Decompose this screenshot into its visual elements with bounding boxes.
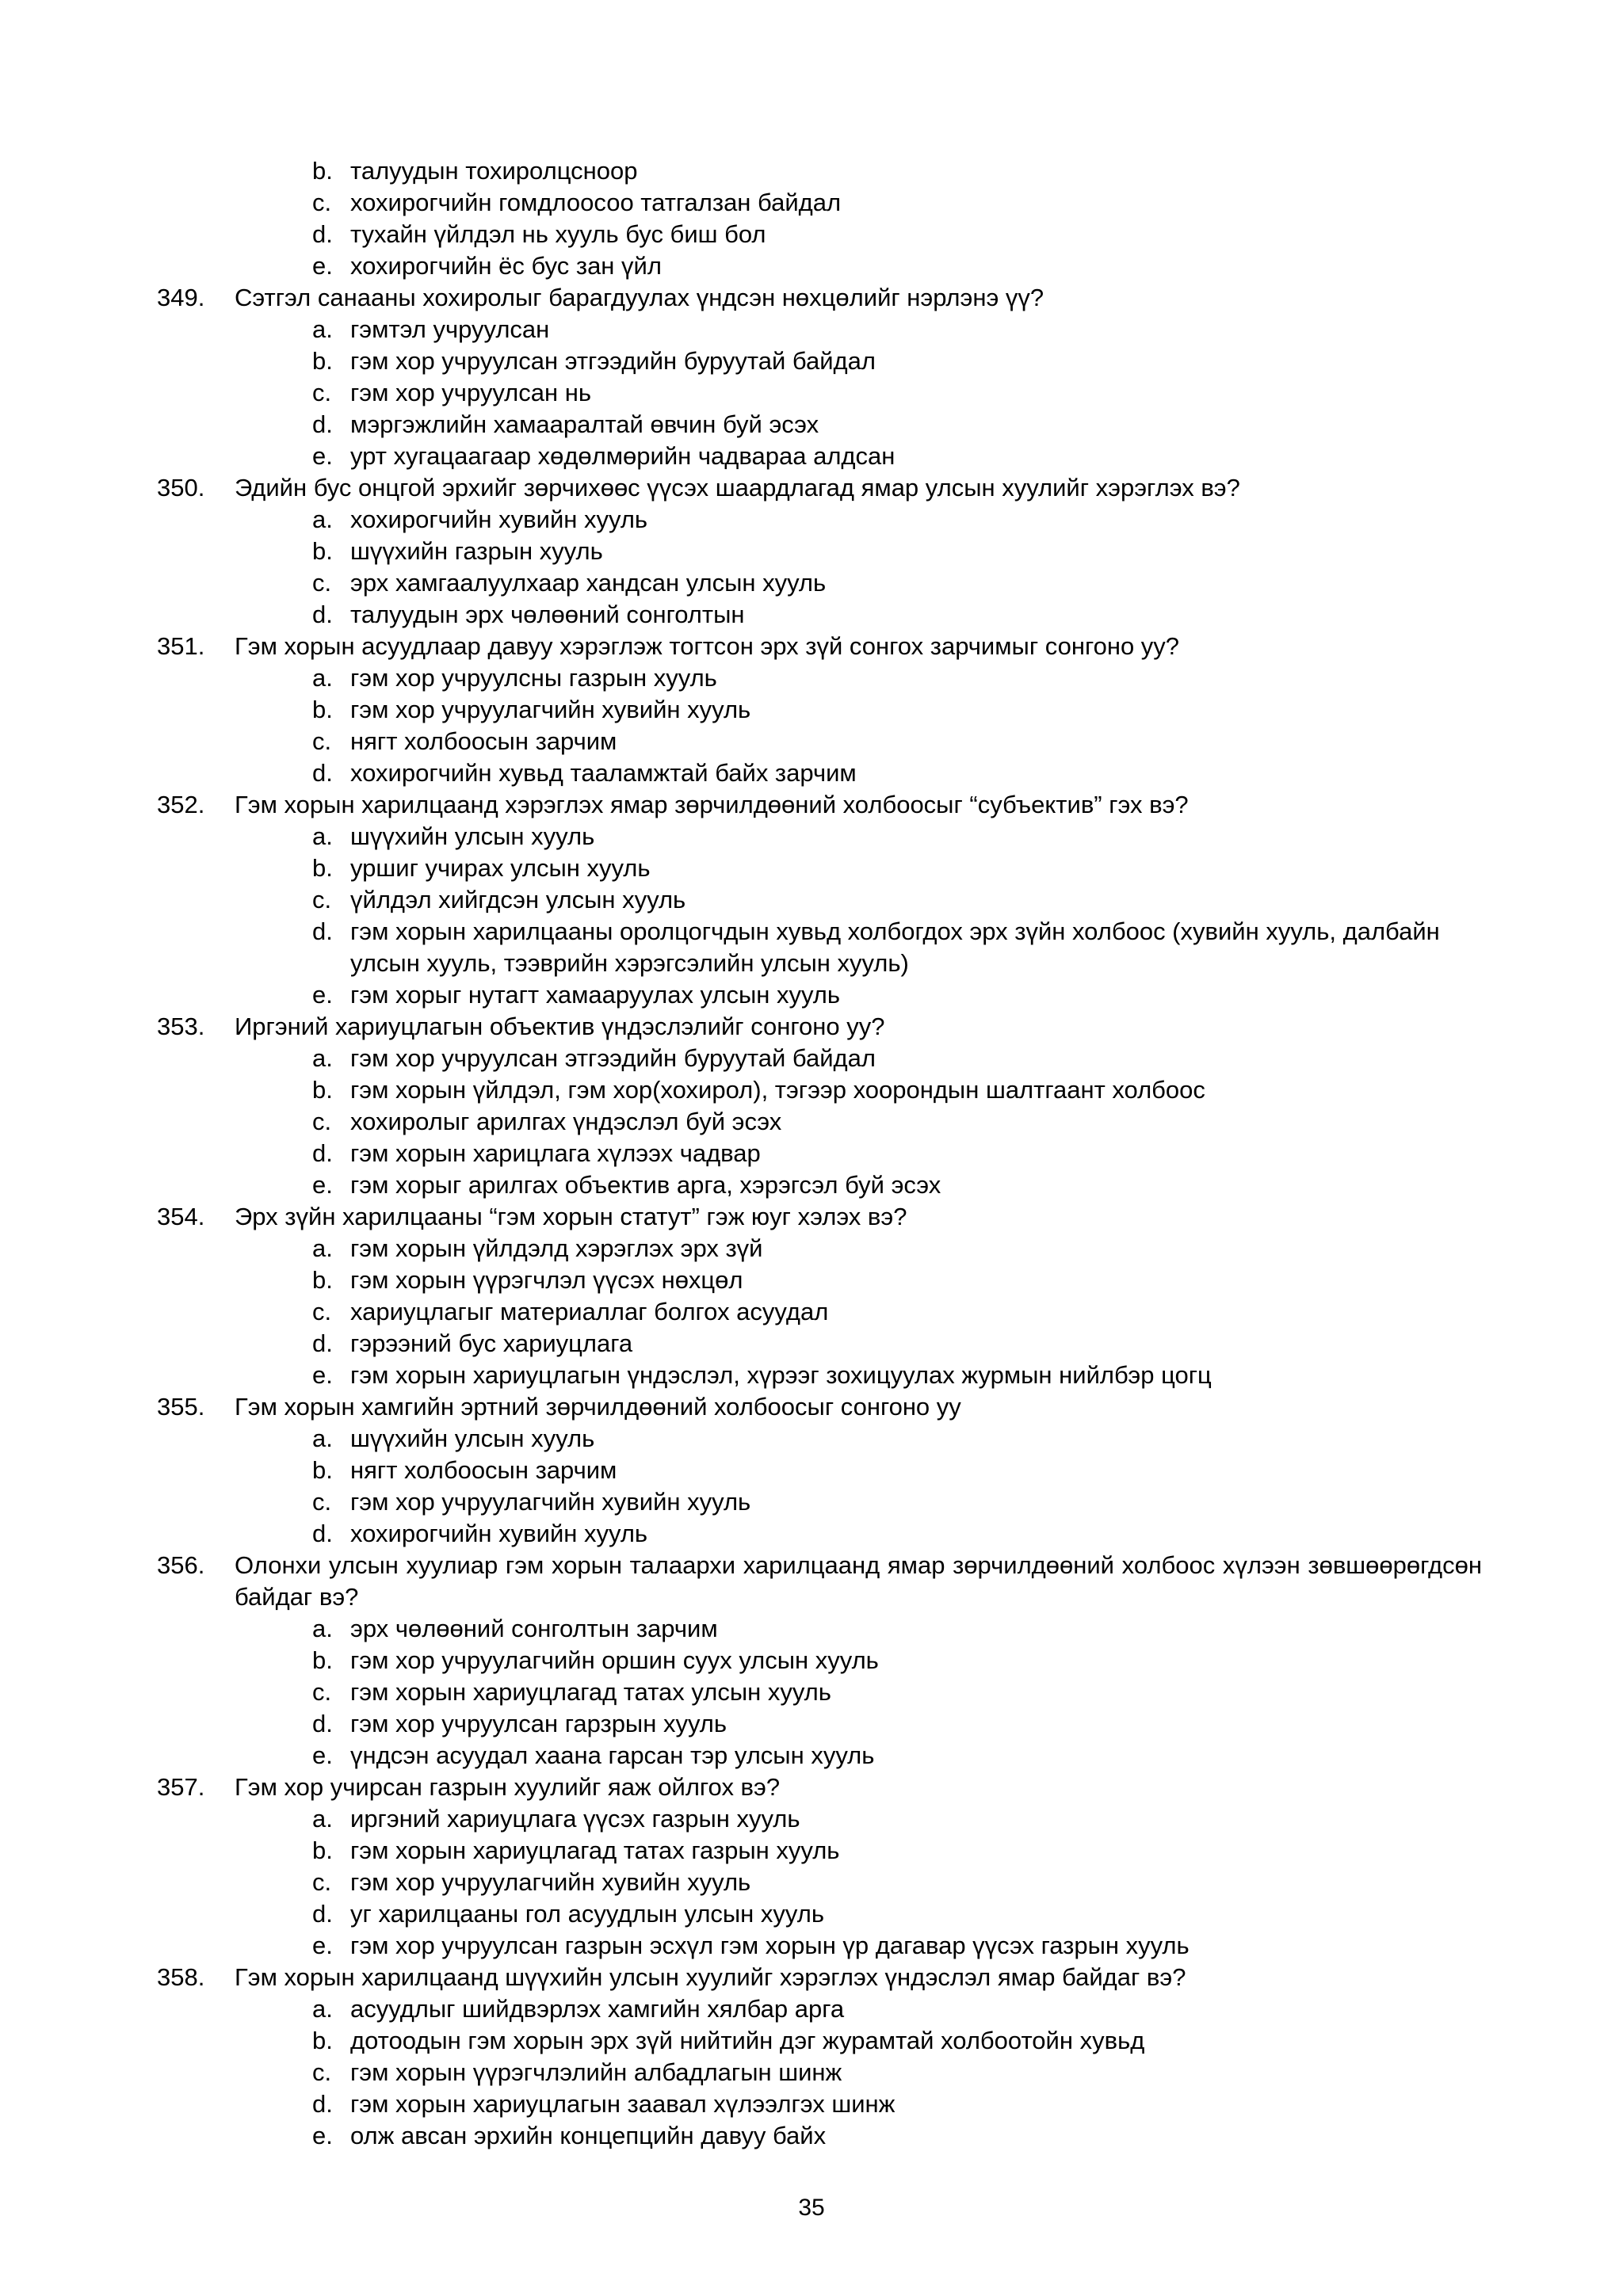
answer-option <box>157 2120 1482 2152</box>
option-letter: c. <box>312 2058 332 2086</box>
answer-option <box>157 2057 1482 2088</box>
option-letter: d. <box>312 1520 333 1547</box>
answer-option <box>157 979 1482 1011</box>
option-text: хариуцлагыг материаллаг болгох асуудал <box>350 1298 829 1325</box>
option-letter: d. <box>312 601 333 628</box>
answer-option <box>157 599 1482 631</box>
option-letter: c. <box>312 1488 332 1516</box>
option-letter: d. <box>312 1900 333 1928</box>
option-text: гэмтэл учруулсан <box>350 315 550 343</box>
question-number: 353. <box>157 1013 205 1040</box>
option-letter: b. <box>312 854 333 882</box>
question-item <box>157 282 1482 314</box>
option-letter: e. <box>312 1741 333 1769</box>
option-letter: d. <box>312 220 333 248</box>
option-text: олж авсан эрхийн концепцийн давуу байх <box>350 2122 827 2149</box>
option-text: гэм хорын үйлдэлд хэрэглэх эрх зүй <box>350 1234 763 1262</box>
option-text: хохирогчийн хувийн хууль <box>350 505 648 533</box>
option-text: гэм хорын хариуцлагад татах улсын хууль <box>350 1678 831 1706</box>
option-text: хохирогчийн ёс бус зан үйл <box>350 252 662 280</box>
answer-option <box>157 1233 1482 1264</box>
answer-option <box>157 662 1482 694</box>
answer-option <box>157 250 1482 282</box>
option-text: уршиг учирах улсын хууль <box>350 854 651 882</box>
option-letter: e. <box>312 252 333 280</box>
option-letter: a. <box>312 1044 333 1072</box>
answer-option <box>157 377 1482 409</box>
question-number: 349. <box>157 284 205 311</box>
option-text: асуудлыг шийдвэрлэх хамгийн хялбар арга <box>350 1995 845 2023</box>
answer-option <box>157 1613 1482 1645</box>
option-text: гэм хор учруулсан гарзрын хууль <box>350 1710 727 1737</box>
option-text: мэргэжлийн хамааралтай өвчин буй эсэх <box>350 410 819 438</box>
answer-option <box>157 1106 1482 1138</box>
answer-option <box>157 1360 1482 1391</box>
question-text: Гэм хорын харилцаанд хэрэглэх ямар зөрчилдөөний холбоосыг “субъектив” гэх вэ? <box>235 791 1189 818</box>
answer-option <box>157 1486 1482 1518</box>
option-text: гэм хорын хариуцлагын үндэслэл, хүрээг зохицуулах журмын нийлбэр цогц <box>350 1361 1212 1389</box>
option-letter: c. <box>312 1298 332 1325</box>
answer-option <box>157 1867 1482 1898</box>
answer-option <box>157 1296 1482 1328</box>
question-item <box>157 1011 1482 1043</box>
answer-option <box>157 1645 1482 1676</box>
answer-option <box>157 1328 1482 1360</box>
answer-option <box>157 1074 1482 1106</box>
option-text: хохирогчийн хувийн хууль <box>350 1520 648 1547</box>
answer-option <box>157 757 1482 789</box>
question-item <box>157 1391 1482 1423</box>
option-text: гэм хор учруулагчийн хувийн хууль <box>350 696 751 723</box>
answer-option <box>157 536 1482 567</box>
option-text: гэм хор учруулсан этгээдийн буруутай байдал <box>350 347 876 375</box>
option-letter: a. <box>312 315 333 343</box>
option-letter: b. <box>312 1266 333 1294</box>
question-item <box>157 1772 1482 1803</box>
option-text: гэм хор учруулагчийн оршин суух улсын хууль <box>350 1646 879 1674</box>
question-item <box>157 1201 1482 1233</box>
option-letter: c. <box>312 189 332 216</box>
option-letter: c. <box>312 727 332 755</box>
answer-option <box>157 2088 1482 2120</box>
option-letter: b. <box>312 157 333 185</box>
answer-option <box>157 219 1482 250</box>
answer-option <box>157 1708 1482 1740</box>
option-letter: b. <box>312 1836 333 1864</box>
option-letter: d. <box>312 917 333 945</box>
option-letter: e. <box>312 1361 333 1389</box>
question-text: Гэм хорын асуудлаар давуу хэрэглэж тогтсон эрх зүй сонгох зарчимыг сонгоно уу? <box>235 632 1180 660</box>
option-letter: a. <box>312 1615 333 1642</box>
option-letter: c. <box>312 1678 332 1706</box>
answer-option <box>157 821 1482 852</box>
answer-option <box>157 1264 1482 1296</box>
option-text: нягт холбоосын зарчим <box>350 1456 617 1484</box>
answer-option <box>157 884 1482 916</box>
answer-option <box>157 1138 1482 1169</box>
answer-option <box>157 1740 1482 1772</box>
answer-option <box>157 1898 1482 1930</box>
answer-option <box>157 852 1482 884</box>
option-text: уг харилцааны гол асуудлын улсын хууль <box>350 1900 824 1928</box>
option-text: гэм хор учруулсан газрын эсхүл гэм хорын үр дагавар үүсэх газрын хууль <box>350 1932 1190 1959</box>
option-text: гэм хор учруулагчийн хувийн хууль <box>350 1868 751 1896</box>
option-text: шүүхийн газрын хууль <box>350 537 603 565</box>
option-text: урт хугацаагаар хөдөлмөрийн чадвараа алдсан <box>350 442 896 470</box>
option-letter: e. <box>312 981 333 1009</box>
option-text: талуудын эрх чөлөөний сонголтын <box>350 601 745 628</box>
option-letter: c. <box>312 569 332 597</box>
answer-option <box>157 1676 1482 1708</box>
answer-option <box>157 187 1482 219</box>
question-number: 357. <box>157 1773 205 1801</box>
answer-option <box>157 2025 1482 2057</box>
option-text: талуудын тохиролцсноор <box>350 157 638 185</box>
answer-option <box>157 1518 1482 1550</box>
option-letter: c. <box>312 1868 332 1896</box>
question-item <box>157 789 1482 821</box>
question-text: Иргэний хариуцлагын объектив үндэслэлийг сонгоно уу? <box>235 1013 885 1040</box>
option-letter: d. <box>312 759 333 787</box>
option-text: гэм хор учруулсан нь <box>350 379 591 406</box>
answer-option <box>157 345 1482 377</box>
option-text: хохирогчийн гомдлоосоо татгалзан байдал <box>350 189 842 216</box>
option-text: гэм хорыг нутагт хамааруулах улсын хууль <box>350 981 841 1009</box>
option-text: шүүхийн улсын хууль <box>350 822 595 850</box>
question-number: 355. <box>157 1393 205 1421</box>
option-letter: e. <box>312 1171 333 1199</box>
question-number: 358. <box>157 1963 205 1991</box>
answer-option <box>157 1835 1482 1867</box>
question-item <box>157 472 1482 504</box>
option-letter: d. <box>312 410 333 438</box>
question-number: 352. <box>157 791 205 818</box>
answer-option <box>157 409 1482 441</box>
option-text: тухайн үйлдэл нь хууль бус биш бол <box>350 220 766 248</box>
option-text: шүүхийн улсын хууль <box>350 1425 595 1452</box>
answer-option <box>157 314 1482 345</box>
answer-option <box>157 916 1482 979</box>
option-text: эрх чөлөөний сонголтын зарчим <box>350 1615 718 1642</box>
answer-option <box>157 441 1482 472</box>
option-letter: a. <box>312 1805 333 1833</box>
option-letter: a. <box>312 822 333 850</box>
option-text: гэм хорын харицлага хүлээх чадвар <box>350 1139 761 1167</box>
option-text: дотоодын гэм хорын эрх зүй нийтийн дэг журамтай холбоотойн хувьд <box>350 2027 1145 2054</box>
question-text: Эрх зүйн харилцааны “гэм хорын статут” гэж юуг хэлэх вэ? <box>235 1203 907 1230</box>
question-number: 351. <box>157 632 205 660</box>
option-text: гэм хорын үүрэгчлэл үүсэх нөхцөл <box>350 1266 743 1294</box>
answer-option <box>157 1993 1482 2025</box>
answer-option <box>157 1043 1482 1074</box>
answer-option <box>157 694 1482 726</box>
page-number: 35 <box>798 2195 825 2221</box>
option-text: эрх хамгаалуулхаар хандсан улсын хууль <box>350 569 827 597</box>
option-letter: a. <box>312 1425 333 1452</box>
option-text: гэм хорын үүрэгчлэлийн албадлагын шинж <box>350 2058 842 2086</box>
question-item <box>157 1962 1482 1993</box>
option-letter: c. <box>312 379 332 406</box>
option-letter: d. <box>312 1329 333 1357</box>
answer-option <box>157 504 1482 536</box>
option-letter: a. <box>312 664 333 692</box>
option-letter: a. <box>312 1995 333 2023</box>
question-number: 354. <box>157 1203 205 1230</box>
option-letter: b. <box>312 537 333 565</box>
question-number: 356. <box>157 1551 205 1579</box>
answer-option <box>157 1169 1482 1201</box>
option-letter: b. <box>312 2027 333 2054</box>
option-text: хохирогчийн хувьд тааламжтай байх зарчим <box>350 759 857 787</box>
question-number: 350. <box>157 474 205 502</box>
question-text: Гэм хорын харилцаанд шүүхийн улсын хуулийг хэрэглэх үндэслэл ямар байдаг вэ? <box>235 1963 1186 1991</box>
option-text: иргэний хариуцлага үүсэх газрын хууль <box>350 1805 800 1833</box>
option-letter: c. <box>312 886 332 913</box>
option-text: нягт холбоосын зарчим <box>350 727 617 755</box>
option-text: гэм хор учруулсны газрын хууль <box>350 664 717 692</box>
option-letter: e. <box>312 442 333 470</box>
option-text: гэм хор учруулсан этгээдийн буруутай байдал <box>350 1044 876 1072</box>
question-text: Олонхи улсын хуулиар гэм хорын талаархи харилцаанд ямар зөрчилдөөний холбоос хүлээн зөвшөөрөгдсөн байдаг вэ? <box>235 1551 1482 1611</box>
option-letter: c. <box>312 1108 332 1135</box>
answer-option <box>157 1455 1482 1486</box>
answer-option <box>157 567 1482 599</box>
option-text: гэм хорын харилцааны оролцогчдын хувьд холбогдох эрх зүйн холбоос (хувийн хууль, далбайн улсын хууль, тээврийн хэрэгсэлийн улсын хууль) <box>350 917 1440 977</box>
option-text: гэм хорын хариуцлагад татах газрын хууль <box>350 1836 840 1864</box>
answer-option <box>157 726 1482 757</box>
option-text: хохиролыг арилгах үндэслэл буй эсэх <box>350 1108 782 1135</box>
option-letter: e. <box>312 2122 333 2149</box>
option-text: үндсэн асуудал хаана гарсан тэр улсын хууль <box>350 1741 875 1769</box>
option-letter: b. <box>312 347 333 375</box>
option-letter: d. <box>312 1710 333 1737</box>
option-text: гэм хорын үйлдэл, гэм хор(хохирол), тэгээр хоорондын шалтгаант холбоос <box>350 1076 1205 1104</box>
option-letter: e. <box>312 1932 333 1959</box>
option-letter: b. <box>312 1076 333 1104</box>
answer-option <box>157 155 1482 187</box>
option-letter: d. <box>312 2090 333 2118</box>
answer-option <box>157 1803 1482 1835</box>
option-letter: b. <box>312 1456 333 1484</box>
option-letter: b. <box>312 1646 333 1674</box>
option-letter: d. <box>312 1139 333 1167</box>
option-text: гэрээний бус хариуцлага <box>350 1329 633 1357</box>
question-item <box>157 1550 1482 1613</box>
question-text: Гэм хор учирсан газрын хуулийг яаж ойлгох вэ? <box>235 1773 781 1801</box>
answer-option <box>157 1423 1482 1455</box>
answer-option <box>157 1930 1482 1962</box>
question-text: Гэм хорын хамгийн эртний зөрчилдөөний холбоосыг сонгоно уу <box>235 1393 961 1421</box>
question-item <box>157 631 1482 662</box>
option-letter: b. <box>312 696 333 723</box>
option-text: гэм хорыг арилгах объектив арга, хэрэгсэл буй эсэх <box>350 1171 941 1199</box>
option-letter: a. <box>312 1234 333 1262</box>
option-text: гэм хорын хариуцлагын заавал хүлээлгэх шинж <box>350 2090 896 2118</box>
question-text: Сэтгэл санааны хохиролыг барагдуулах үндсэн нөхцөлийг нэрлэнэ үү? <box>235 284 1044 311</box>
question-list <box>157 155 1482 2152</box>
option-text: гэм хор учруулагчийн хувийн хууль <box>350 1488 751 1516</box>
option-letter: a. <box>312 505 333 533</box>
option-text: үйлдэл хийгдсэн улсын хууль <box>350 886 686 913</box>
question-text: Эдийн бус онцгой эрхийг зөрчихөөс үүсэх шаардлагад ямар улсын хуулийг хэрэглэх вэ? <box>235 474 1240 502</box>
